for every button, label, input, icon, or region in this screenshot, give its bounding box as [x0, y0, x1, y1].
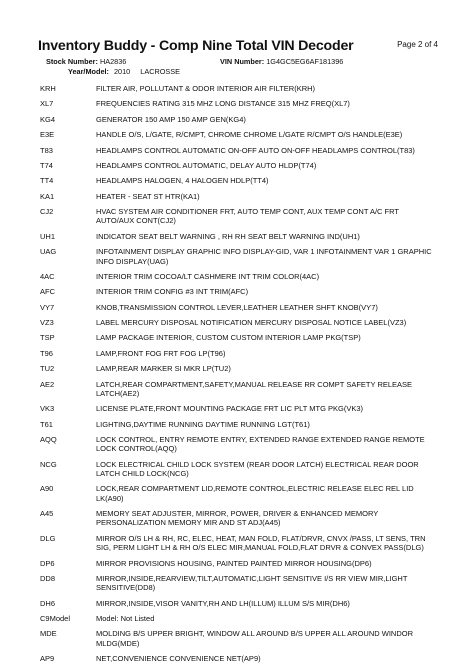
- option-code: AQQ: [40, 435, 57, 445]
- option-row: [40, 232, 440, 241]
- option-row: [40, 303, 440, 312]
- option-description: MIRROR,INSIDE,REARVIEW,TILT,AUTOMATIC,LIGHT SENSITIVE I/S RR VIEW MIR,LIGHT SENSITIVE(DD8): [96, 573, 408, 593]
- option-code: C9Model: [40, 614, 71, 623]
- option-description: NET,CONVENIENCE CONVENIENCE NET(AP9): [96, 654, 261, 664]
- option-row: [40, 146, 440, 155]
- option-row: [40, 272, 440, 281]
- option-row: [40, 484, 440, 503]
- option-description: HANDLE O/S, L/GATE, R/CMPT, CHROME CHROME L/GATE R/CMPT O/S HANDLE(E3E): [96, 130, 403, 140]
- option-code: UH1: [40, 231, 56, 241]
- option-description: INTERIOR TRIM CONFIG #3 INT TRIM(AFC): [96, 287, 249, 297]
- option-description: LAMP,REAR MARKER SI MKR LP(TU2): [96, 364, 231, 374]
- option-code: MDE: [40, 629, 57, 639]
- option-code: TU2: [40, 364, 55, 374]
- option-description: MIRROR O/S LH & RH, RC, ELEC, HEAT, MAN FOLD, FLAT/DRVR, CNVX /PASS, LT SENS, TRN SIG, PERM LIGHT LH & RH O/S ELEC MIR,MANUAL FOLD,FLAT DRVR & CONVEX PASS(DLG): [96, 533, 426, 553]
- stock-number-row: [46, 57, 126, 66]
- option-description: KNOB,TRANSMISSION CONTROL LEVER,LEATHER LEATHER SHFT KNOB(VY7): [96, 302, 378, 312]
- option-description: MEMORY SEAT ADJUSTER, MIRROR, POWER, DRIVER & ENHANCED MEMORY PERSONALIZATION MEMORY MIR AND ST ADJ(A45): [96, 509, 379, 528]
- option-description: INDICATOR SEAT BELT WARNING , RH RH SEAT BELT WARNING IND(UH1): [96, 231, 360, 241]
- option-code: UAG: [40, 247, 57, 257]
- option-row: [40, 192, 440, 201]
- option-description: FREQUENCIES RATING 315 MHZ LONG DISTANCE 315 MHZ FREQ(XL7): [96, 99, 350, 109]
- option-code: E3E: [40, 130, 55, 140]
- option-code: NCG: [40, 459, 57, 469]
- option-row: [40, 130, 440, 139]
- option-description: GENERATOR 150 AMP 150 AMP GEN(KG4): [96, 114, 246, 124]
- option-row: [40, 654, 440, 663]
- stock-number-value: HA2836: [99, 57, 127, 66]
- option-code: VY7: [40, 302, 55, 312]
- document-title: Inventory Buddy - Comp Nine Total VIN Decoder: [38, 38, 354, 54]
- option-row: [40, 404, 440, 413]
- option-row: [40, 559, 440, 568]
- option-description: LATCH,REAR COMPARTMENT,SAFETY,MANUAL RELEASE RR COMPT SAFETY RELEASE LATCH(AE2): [96, 379, 413, 398]
- option-row: [40, 380, 440, 399]
- option-row: [40, 460, 440, 479]
- option-row: [40, 420, 440, 429]
- option-row: [40, 333, 440, 342]
- option-row: [40, 629, 440, 648]
- option-row: [40, 349, 440, 358]
- option-description: HEATER - SEAT ST HTR(KA1): [96, 191, 200, 201]
- option-description: INFOTAINMENT DISPLAY GRAPHIC INFO DISPLAY-GID, VAR 1 INFOTAINMENT VAR 1 GRAPHIC INFO DISPLAY(UAG): [96, 247, 432, 266]
- option-code: AFC: [40, 287, 55, 297]
- option-row: [40, 435, 440, 454]
- option-description: LAMP,FRONT FOG FRT FOG LP(T96): [96, 348, 226, 358]
- option-code-list: [40, 84, 440, 669]
- option-description: LOCK ELECTRICAL CHILD LOCK SYSTEM (REAR DOOR LATCH) ELECTRICAL REAR DOOR LATCH CHILD LOCK(NCG): [96, 459, 419, 479]
- option-row: [40, 318, 440, 327]
- option-code: AP9: [40, 654, 55, 664]
- option-code: TSP: [40, 333, 55, 343]
- year-model-label: Year/Model:: [68, 67, 109, 76]
- option-row: [40, 574, 440, 593]
- vin-row: [220, 57, 343, 66]
- option-description: LAMP PACKAGE INTERIOR, CUSTOM CUSTOM INTERIOR LAMP PKG(TSP): [96, 333, 361, 343]
- option-description: LICENSE PLATE,FRONT MOUNTING PACKAGE FRT LIC PLT MTG PKG(VK3): [96, 404, 363, 414]
- option-row: [40, 176, 440, 185]
- option-description: MIRROR,INSIDE,VISOR VANITY,RH AND LH(ILLUM) ILLUM S/S MIR(DH6): [96, 598, 350, 608]
- option-description: FILTER AIR, POLLUTANT & ODOR INTERIOR AIR FILTER(KRH): [96, 84, 316, 93]
- option-code: T74: [40, 160, 53, 170]
- option-code: KRH: [40, 84, 56, 93]
- option-row: [40, 287, 440, 296]
- document-header: [38, 38, 438, 79]
- option-row: [40, 534, 440, 553]
- option-description: HVAC SYSTEM AIR CONDITIONER FRT, AUTO TEMP CONT, AUX TEMP CONT A/C FRT AUTO/AUX CONT(CJ2): [96, 207, 399, 226]
- option-code: KA1: [40, 191, 55, 201]
- option-code: CJ2: [40, 207, 54, 217]
- option-description: LIGHTING,DAYTIME RUNNING DAYTIME RUNNING LGT(T61): [96, 419, 310, 429]
- option-row: [40, 599, 440, 608]
- option-row: [40, 247, 440, 266]
- option-description: INTERIOR TRIM COCOA/LT CASHMERE INT TRIM COLOR(4AC): [96, 271, 320, 281]
- option-code: VK3: [40, 404, 55, 414]
- vin-value: 1G4GC5EG6AF181396: [266, 57, 344, 66]
- stock-number-label: Stock Number:: [46, 57, 98, 66]
- vehicle-info: [38, 57, 438, 79]
- option-description: LABEL MERCURY DISPOSAL NOTIFICATION MERCURY DISPOSAL NOTICE LABEL(VZ3): [96, 318, 407, 328]
- option-code: KG4: [40, 114, 56, 124]
- option-description: MOLDING B/S UPPER BRIGHT, WINDOW ALL AROUND B/S UPPER ALL AROUND WINDOR MLDG(MDE): [96, 629, 413, 648]
- option-code: 4AC: [40, 271, 55, 281]
- option-description: HEADLAMPS HALOGEN, 4 HALOGEN HDLP(TT4): [96, 176, 269, 186]
- option-description: Model: Not Listed: [96, 614, 155, 623]
- option-description: HEADLAMPS CONTROL AUTOMATIC, DELAY AUTO HLDP(T74): [96, 160, 317, 170]
- option-description: LOCK CONTROL, ENTRY REMOTE ENTRY, EXTENDED RANGE EXTENDED RANGE REMOTE LOCK CONTROL(AQQ): [96, 435, 425, 454]
- option-code: DP6: [40, 558, 55, 568]
- option-row: [40, 509, 440, 528]
- option-code: XL7: [40, 99, 54, 109]
- option-code: DLG: [40, 533, 56, 543]
- option-description: HEADLAMPS CONTROL AUTOMATIC ON-OFF AUTO ON-OFF HEADLAMPS CONTROL(T83): [96, 145, 415, 155]
- option-code: AE2: [40, 379, 55, 389]
- option-row: [40, 99, 440, 108]
- year-model-row: [68, 67, 180, 76]
- option-row: [40, 115, 440, 124]
- option-code: A90: [40, 484, 54, 494]
- option-code: TT4: [40, 176, 54, 186]
- option-code: A45: [40, 509, 54, 519]
- vin-label: VIN Number:: [220, 57, 265, 66]
- option-description: LOCK,REAR COMPARTMENT LID,REMOTE CONTROL,ELECTRIC RELEASE ELEC REL LID LK(A90): [96, 484, 414, 503]
- model-value: LACROSSE: [140, 67, 181, 76]
- option-description: MIRROR PROVISIONS HOUSING, PAINTED PAINTED MIRROR HOUSING(DP6): [96, 558, 372, 568]
- year-value: 2010: [114, 67, 131, 76]
- page-number: Page 2 of 4: [397, 40, 438, 49]
- option-code: T96: [40, 348, 53, 358]
- option-code: DH6: [40, 598, 56, 608]
- option-code: T61: [40, 419, 53, 429]
- option-code: DD8: [40, 573, 56, 583]
- option-code: VZ3: [40, 318, 54, 328]
- option-row: [40, 161, 440, 170]
- option-row: [40, 614, 440, 623]
- option-row: [40, 364, 440, 373]
- option-code: T83: [40, 145, 53, 155]
- option-row: [40, 84, 440, 93]
- option-row: [40, 207, 440, 226]
